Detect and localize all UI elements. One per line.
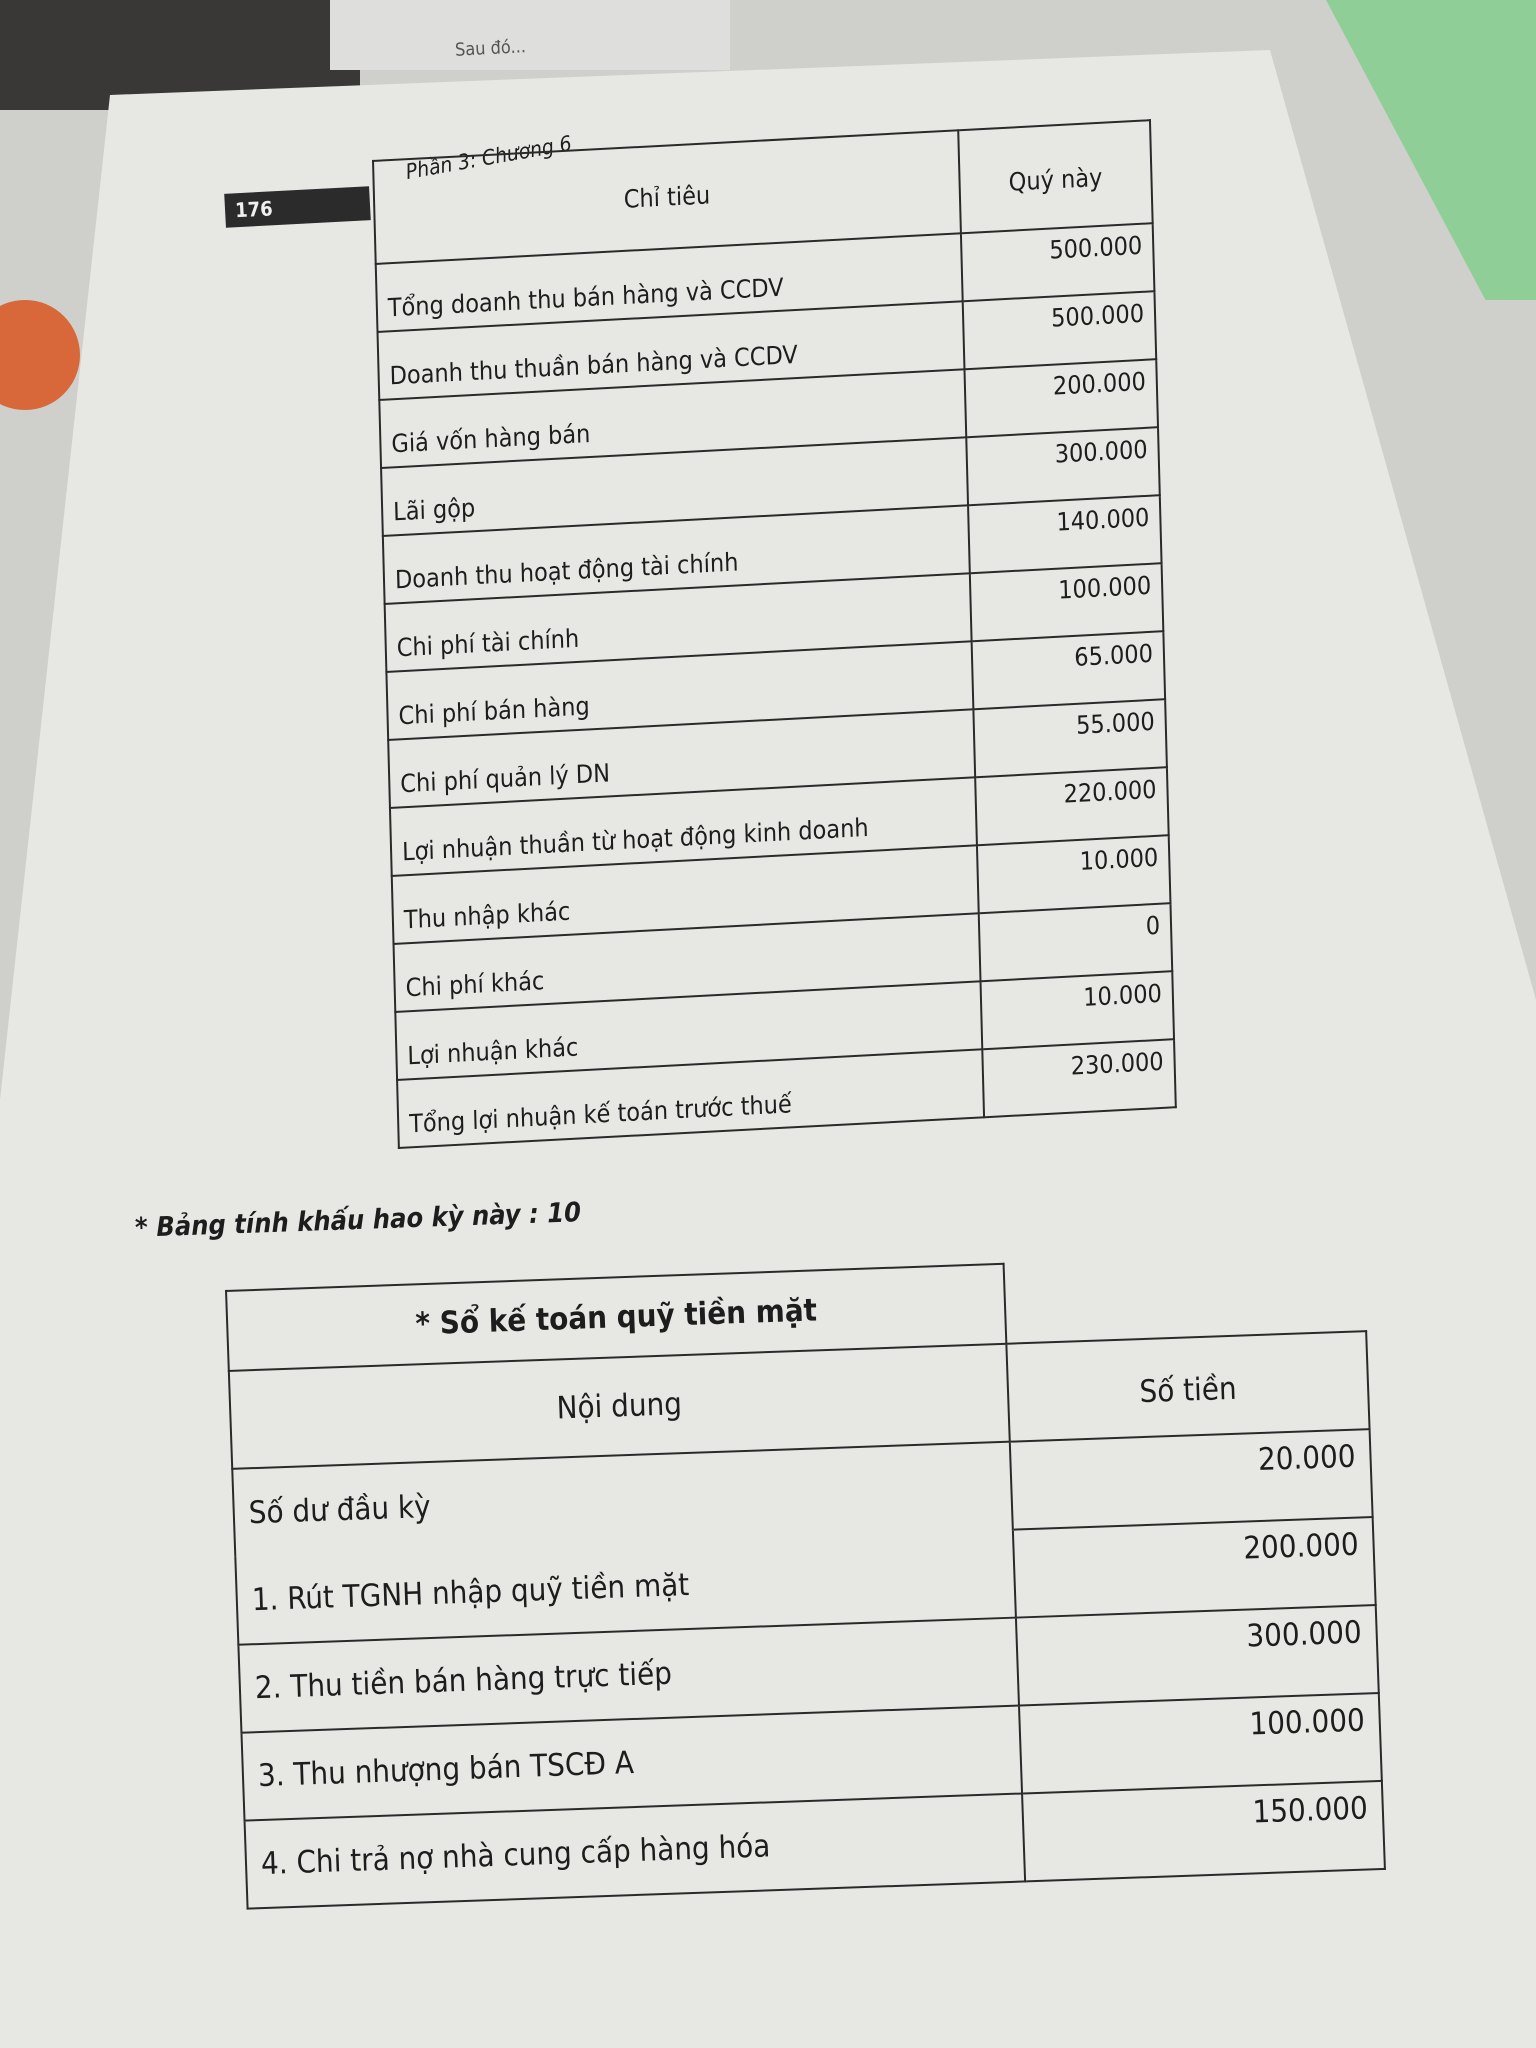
row-label: 1. Rút TGNH nhập quỹ tiền mặt [235, 1530, 1016, 1645]
header-quy-nay: Quý này [958, 120, 1152, 233]
row-label: Số dư đầu kỳ [232, 1442, 1013, 1557]
row-label: Giá vốn hàng bán [379, 369, 966, 468]
row-value: 150.000 [1022, 1781, 1385, 1882]
row-value: 100.000 [1019, 1693, 1382, 1794]
row-value: 55.000 [973, 699, 1167, 777]
header-so-tien: Số tiền [1006, 1331, 1369, 1442]
row-label: 4. Chi trả nợ nhà cung cấp hàng hóa [245, 1793, 1026, 1908]
row-value: 200.000 [1013, 1517, 1376, 1618]
row-label: Tổng doanh thu bán hàng và CCDV [376, 233, 963, 332]
row-value: 300.000 [966, 427, 1160, 505]
row-value: 300.000 [1016, 1605, 1379, 1706]
row-value: 230.000 [982, 1039, 1176, 1117]
row-label: Doanh thu thuần bán hàng và CCDV [378, 301, 965, 400]
row-value: 200.000 [964, 359, 1158, 437]
row-label: Chi phí tài chính [385, 573, 972, 672]
row-value: 140.000 [968, 495, 1162, 573]
green-folder [1326, 0, 1536, 300]
chapter-label: Phần 3: Chương 6 [403, 131, 574, 184]
cash-book-table [225, 1250, 1386, 1909]
row-label: Chi phí khác [394, 913, 981, 1012]
row-value: 100.000 [970, 563, 1164, 641]
row-value: 500.000 [961, 223, 1155, 301]
row-value: 10.000 [981, 971, 1175, 1049]
row-value: 20.000 [1010, 1429, 1373, 1530]
row-label: Lợi nhuận khác [395, 981, 982, 1080]
row-label: Lợi nhuận thuần từ hoạt động kinh doanh [390, 777, 977, 876]
row-value: 10.000 [977, 835, 1171, 913]
row-label: Thu nhập khác [392, 845, 979, 944]
row-value: 0 [979, 903, 1173, 981]
row-value: 65.000 [972, 631, 1166, 709]
underlying-sheet-text: Sau đó... [454, 36, 527, 61]
row-value: 220.000 [975, 767, 1169, 845]
page-number: 176 [224, 186, 371, 228]
row-label: Tổng lợi nhuận kế toán trước thuế [397, 1049, 984, 1148]
depreciation-heading: * Bảng tính khấu hao kỳ này : 10 [134, 1197, 582, 1244]
row-value: 500.000 [963, 291, 1157, 369]
header-chi-tieu: Chỉ tiêu [373, 130, 961, 264]
underlying-sheet [330, 0, 730, 70]
row-label: Doanh thu hoạt động tài chính [383, 505, 970, 604]
bear-sticker [0, 300, 80, 410]
cash-book-title: * Sổ kế toán quỹ tiền mặt [226, 1264, 1006, 1371]
header-noi-dung: Nội dung [229, 1344, 1010, 1469]
row-label: Chi phí quản lý DN [388, 709, 975, 808]
row-label: Chi phí bán hàng [386, 641, 973, 740]
row-label: 2. Thu tiền bán hàng trực tiếp [238, 1618, 1019, 1733]
row-label: 3. Thu nhượng bán TSCĐ A [241, 1706, 1022, 1821]
income-statement-table [372, 119, 1177, 1149]
row-label: Lãi gộp [381, 437, 968, 536]
